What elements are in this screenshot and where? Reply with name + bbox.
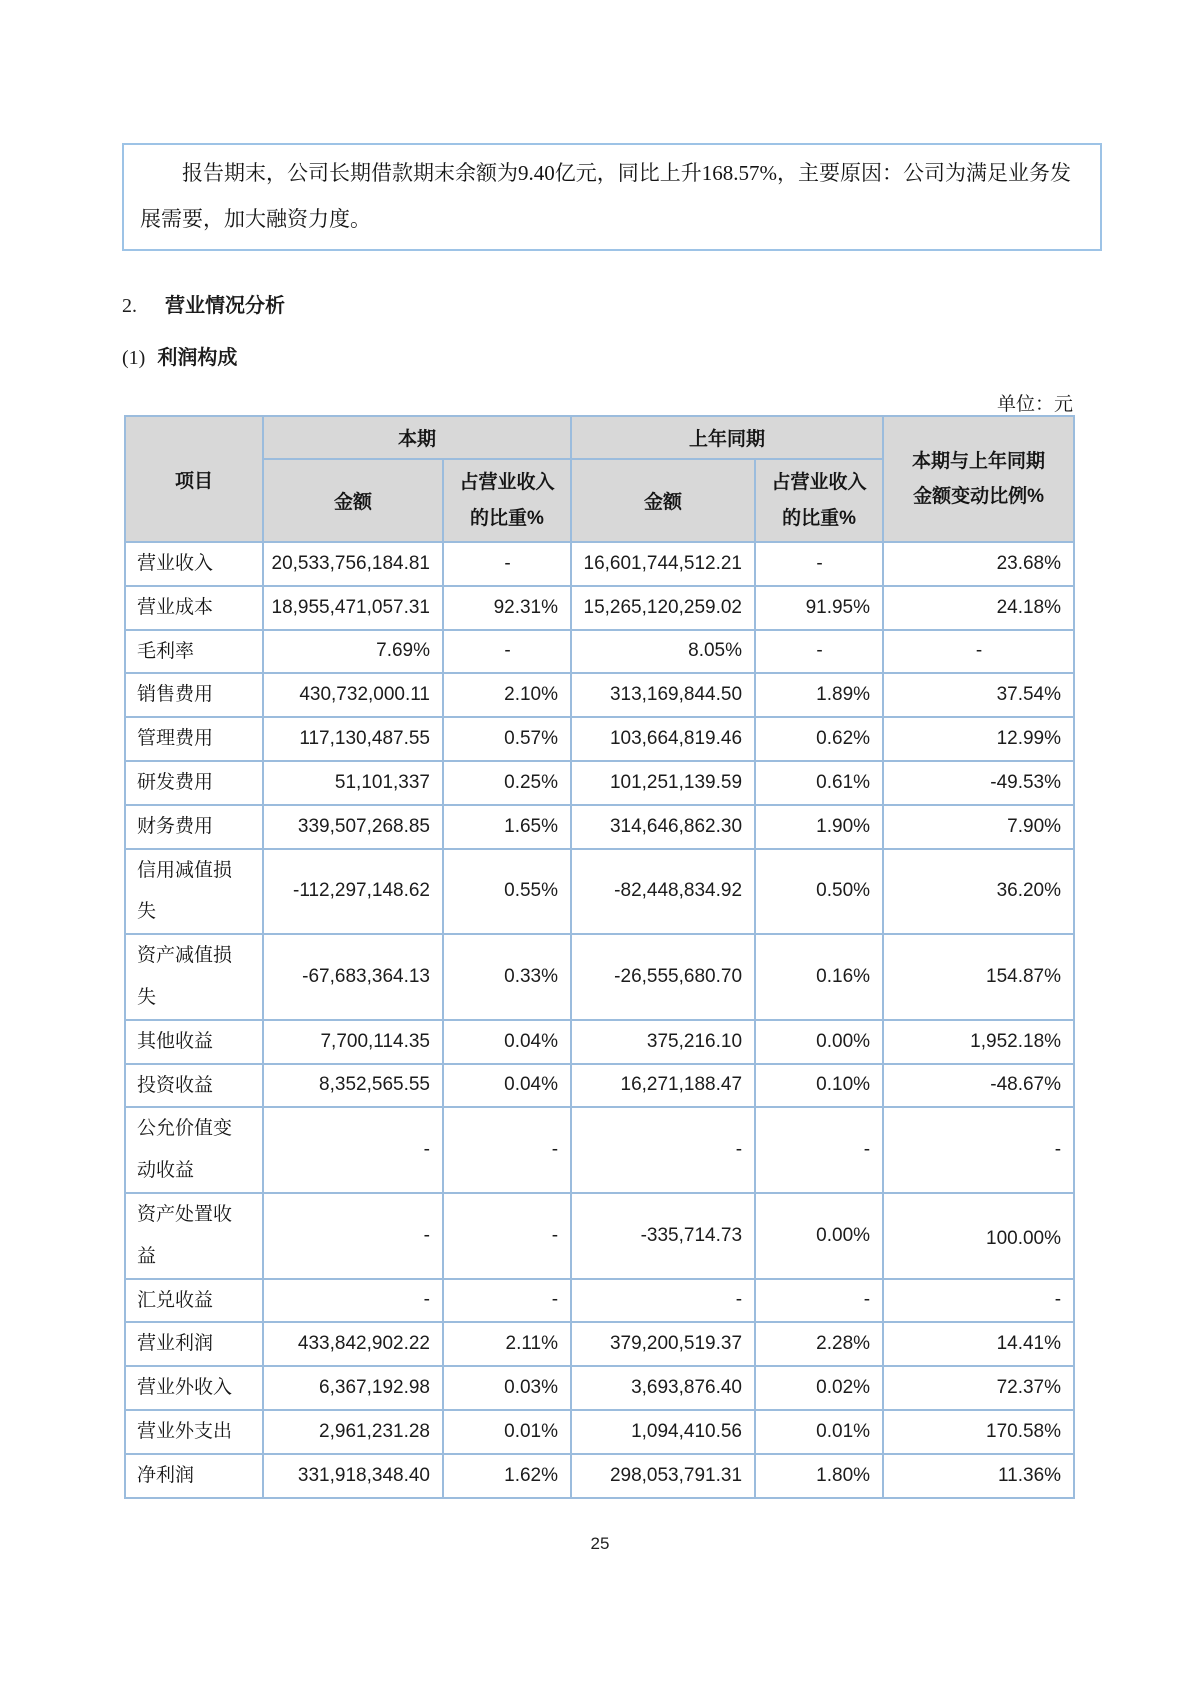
row-value: 0.61% [755,761,883,805]
row-value: 313,169,844.50 [571,673,755,717]
row-label: 管理费用 [125,717,263,761]
row-value: 37.54% [883,673,1074,717]
row-label: 汇兑收益 [125,1279,263,1323]
col-header-ratio-prior-line2: 的比重% [782,507,856,529]
col-header-item: 项目 [125,416,263,542]
note-text: 报告期末，公司长期借款期末余额为9.40亿元，同比上升168.57%，主要原因：公司为满足业务发展需要，加大融资力度。 [140,161,1071,232]
row-value: 92.31% [443,586,571,630]
row-value: - [263,1107,443,1193]
row-value: 314,646,862.30 [571,805,755,849]
table-row [125,1454,1074,1498]
row-value: - [263,1193,443,1279]
row-label: 净利润 [125,1454,263,1498]
col-header-change-line2: 金额变动比例% [913,486,1044,507]
row-value: - [755,1107,883,1193]
row-value: 18,955,471,057.31 [263,586,443,630]
row-value: 11.36% [883,1454,1074,1498]
table-row [125,1064,1074,1108]
row-label: 投资收益 [125,1064,263,1108]
row-value: 7.69% [263,630,443,674]
row-value: -67,683,364.13 [263,934,443,1020]
col-header-ratio-prior-line1: 占营业收入 [771,472,867,494]
row-value: - [443,630,571,674]
row-label: 销售费用 [125,673,263,717]
table-row [125,1322,1074,1366]
row-value: 433,842,902.22 [263,1322,443,1366]
row-value: 3,693,876.40 [571,1366,755,1410]
row-value: 7,700,114.35 [263,1020,443,1064]
row-value: 20,533,756,184.81 [263,542,443,586]
section-number: 2. [122,295,137,317]
row-value: 154.87% [883,934,1074,1020]
row-value: 103,664,819.46 [571,717,755,761]
row-value: - [443,542,571,586]
row-value: 36.20% [883,849,1074,935]
row-label: 营业收入 [125,542,263,586]
row-value: - [443,1193,571,1279]
row-value: 0.02% [755,1366,883,1410]
row-value: 2.11% [443,1322,571,1366]
row-value: 298,053,791.31 [571,1454,755,1498]
row-value: 16,601,744,512.21 [571,542,755,586]
table-row [125,586,1074,630]
row-value: 430,732,000.11 [263,673,443,717]
col-header-ratio-current-line1: 占营业收入 [459,472,555,494]
row-value: - [263,1279,443,1323]
row-value: 2,961,231.28 [263,1410,443,1454]
unit-label: 单位：元 [996,394,1073,415]
row-value: 0.62% [755,717,883,761]
subsection-title: 利润构成 [157,347,238,369]
row-value: 1.90% [755,805,883,849]
row-value: 375,216.10 [571,1020,755,1064]
row-value: - [755,542,883,586]
table-row [125,1279,1074,1323]
subsection-heading [122,341,237,370]
table-row [125,1193,1074,1279]
row-value: 0.03% [443,1366,571,1410]
page-number: 25 [590,1534,610,1553]
row-value: 1.89% [755,673,883,717]
col-header-ratio-current-line2: 的比重% [470,507,544,529]
row-value: -26,555,680.70 [571,934,755,1020]
row-label: 资产减值损失 [125,934,263,1020]
row-value: 23.68% [883,542,1074,586]
row-value: 7.90% [883,805,1074,849]
profit-composition-table [124,415,1075,1499]
table-row [125,1107,1074,1193]
row-value: -48.67% [883,1064,1074,1108]
table-row [125,542,1074,586]
row-label: 营业利润 [125,1322,263,1366]
row-value: -335,714.73 [571,1193,755,1279]
row-value: 2.10% [443,673,571,717]
row-value: 0.33% [443,934,571,1020]
row-value: 0.25% [443,761,571,805]
row-value: 72.37% [883,1366,1074,1410]
profit-table-body [125,542,1074,1498]
row-value: - [883,630,1074,674]
table-row [125,1020,1074,1064]
col-header-prior-period: 上年同期 [571,416,883,459]
row-value: 0.16% [755,934,883,1020]
row-value: 1.80% [755,1454,883,1498]
col-header-change-line1: 本期与上年同期 [912,450,1046,472]
row-value: 6,367,192.98 [263,1366,443,1410]
row-value: 0.04% [443,1020,571,1064]
row-label: 营业外支出 [125,1410,263,1454]
row-value: 117,130,487.55 [263,717,443,761]
col-header-ratio-prior [755,459,883,542]
row-value: 0.57% [443,717,571,761]
row-value: - [883,1279,1074,1323]
row-value: 0.00% [755,1193,883,1279]
row-label: 公允价值变动收益 [125,1107,263,1193]
table-row [125,630,1074,674]
col-header-change [883,416,1074,542]
row-value: - [883,1107,1074,1193]
row-label: 研发费用 [125,761,263,805]
row-value: 0.50% [755,849,883,935]
subsection-number: (1) [122,347,146,369]
table-row [125,849,1074,935]
row-label: 财务费用 [125,805,263,849]
row-value: 24.18% [883,586,1074,630]
col-header-ratio-current [443,459,571,542]
row-value: 1.65% [443,805,571,849]
row-value: 0.04% [443,1064,571,1108]
row-value: 15,265,120,259.02 [571,586,755,630]
row-value: 379,200,519.37 [571,1322,755,1366]
row-value: - [755,630,883,674]
row-value: 0.00% [755,1020,883,1064]
col-header-current-period: 本期 [263,416,571,459]
row-value: - [443,1107,571,1193]
table-row [125,717,1074,761]
table-header-row-1 [125,416,1074,459]
row-value: 170.58% [883,1410,1074,1454]
row-value: 12.99% [883,717,1074,761]
section-title: 营业情况分析 [165,295,285,317]
table-row [125,673,1074,717]
row-value: 100.00% [883,1193,1074,1279]
table-row [125,1410,1074,1454]
row-label: 营业外收入 [125,1366,263,1410]
row-value: 16,271,188.47 [571,1064,755,1108]
row-label: 信用减值损失 [125,849,263,935]
row-value: - [571,1107,755,1193]
row-label: 资产处置收益 [125,1193,263,1279]
table-row [125,805,1074,849]
row-value: - [571,1279,755,1323]
row-value: -82,448,834.92 [571,849,755,935]
table-row [125,1366,1074,1410]
row-value: 91.95% [755,586,883,630]
table-row [125,934,1074,1020]
table-row [125,761,1074,805]
col-header-amount-prior: 金额 [571,459,755,542]
col-header-amount-current: 金额 [263,459,443,542]
row-value: 1,094,410.56 [571,1410,755,1454]
row-value: 0.01% [443,1410,571,1454]
row-value: 0.01% [755,1410,883,1454]
note-box [122,143,1102,251]
row-value: 0.10% [755,1064,883,1108]
row-label: 其他收益 [125,1020,263,1064]
row-value: -49.53% [883,761,1074,805]
row-value: 8,352,565.55 [263,1064,443,1108]
section-heading [122,289,285,318]
row-value: 331,918,348.40 [263,1454,443,1498]
row-value: 14.41% [883,1322,1074,1366]
row-label: 毛利率 [125,630,263,674]
row-value: 8.05% [571,630,755,674]
row-value: 0.55% [443,849,571,935]
row-value: 51,101,337 [263,761,443,805]
row-value: 1,952.18% [883,1020,1074,1064]
row-value: - [443,1279,571,1323]
row-label: 营业成本 [125,586,263,630]
row-value: -112,297,148.62 [263,849,443,935]
row-value: 1.62% [443,1454,571,1498]
row-value: - [755,1279,883,1323]
row-value: 339,507,268.85 [263,805,443,849]
row-value: 101,251,139.59 [571,761,755,805]
row-value: 2.28% [755,1322,883,1366]
